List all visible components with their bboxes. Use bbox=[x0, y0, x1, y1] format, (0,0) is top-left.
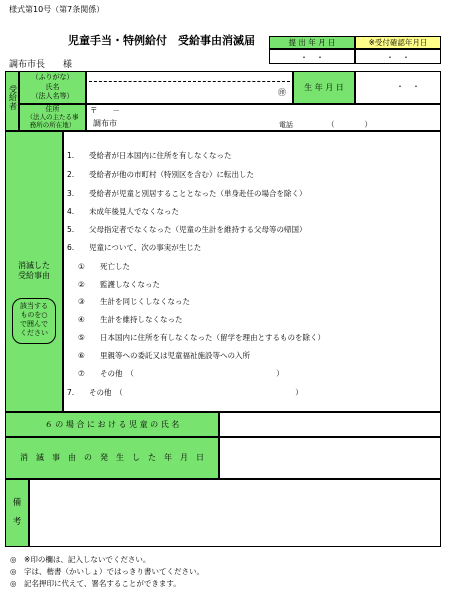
remarks-label-cell: 備考 bbox=[5, 479, 29, 547]
name-label-cell: （ふりがな） 氏名 （法人名等） bbox=[19, 71, 86, 104]
reason-item[interactable]: 6. 児童について、次の事実が生じた bbox=[67, 243, 202, 252]
note-1: ◎ ※印の欄は、記入しないでください。 bbox=[10, 555, 151, 564]
received-confirm-header: ※受付確認年月日 bbox=[355, 36, 441, 49]
reason-item[interactable]: 3. 受給者が児童と別居することとなった（単身赴任の場合を除く） bbox=[67, 189, 307, 198]
sub-reason-item[interactable]: ⑥ 里親等への委託又は児童福祉施設等への入所 bbox=[78, 351, 250, 360]
sub-reason-item[interactable]: ④ 生計を維持しなくなった bbox=[78, 315, 183, 324]
reason-item[interactable]: 2. 受給者が他の市町村（特別区を含む）に転出した bbox=[67, 170, 254, 179]
birth-field[interactable]: ・ ・ bbox=[355, 71, 441, 104]
seal-mark: ㊞ bbox=[278, 88, 286, 97]
occurrence-date-field[interactable] bbox=[219, 437, 441, 479]
addressee: 調布市長 様 bbox=[9, 60, 73, 70]
sub-reason-item[interactable]: ⑦ その他 （ ） bbox=[78, 369, 284, 378]
occurrence-date-label-cell: 消 滅 事 由 の 発 生 し た 年 月 日 bbox=[5, 437, 219, 479]
reason-item[interactable]: 4. 未成年後見人でなくなった bbox=[67, 207, 179, 216]
phone-label: 電話 bbox=[279, 121, 293, 129]
city-name: 調布市 bbox=[93, 119, 117, 128]
submission-date-header: 提 出 年 月 日 bbox=[269, 36, 355, 49]
phone-paren: （ ） bbox=[327, 120, 372, 129]
child-name-label-cell: ６ の 場 合 に お け る 児 童 の 氏 名 bbox=[5, 412, 219, 437]
note-2: ◎ 字は、楷書（かいしょ）ではっきり書いてください。 bbox=[10, 567, 205, 576]
reasons-side-cell bbox=[5, 131, 63, 412]
sub-reason-item[interactable]: ① 死亡した bbox=[78, 262, 130, 271]
reasons-title-2: 受給事由 bbox=[18, 271, 50, 280]
postal-mark: 〒 － bbox=[90, 106, 120, 115]
address-label-cell: 住所 （法人の主たる事 務所の所在地） bbox=[19, 104, 86, 131]
reason-item[interactable]: 1. 受給者が日本国内に住所を有しなくなった bbox=[67, 151, 232, 160]
recipient-side-label: 受給者 bbox=[5, 71, 19, 131]
received-confirm-field: ・ ・ bbox=[355, 49, 441, 64]
reason-item-other[interactable]: 7. その他 （ ） bbox=[67, 388, 303, 397]
sub-reason-item[interactable]: ③ 生計を同じくしなくなった bbox=[78, 297, 190, 306]
note-3: ◎ 記名押印に代えて、署名することができます。 bbox=[10, 579, 181, 588]
submission-date-field[interactable]: ・ ・ bbox=[269, 49, 355, 64]
sub-reason-item[interactable]: ⑤ 日本国内に住所を有しなくなった（留学を理由とするものを除く） bbox=[78, 333, 325, 342]
reason-item[interactable]: 5. 父母指定者でなくなった（児童の生計を維持する父母等の帰国） bbox=[67, 225, 307, 234]
reasons-title-1: 消滅した bbox=[18, 261, 50, 270]
birth-label-cell: 生 年 月 日 bbox=[293, 71, 355, 104]
child-name-field[interactable] bbox=[219, 412, 441, 437]
name-field[interactable] bbox=[86, 71, 293, 104]
remarks-field[interactable] bbox=[29, 479, 441, 547]
form-title: 児童手当・特例給付 受給事由消滅届 bbox=[68, 34, 255, 47]
form-number: 様式第10号（第7条関係） bbox=[9, 5, 105, 14]
address-field[interactable] bbox=[86, 104, 441, 131]
sub-reason-item[interactable]: ② 監護しなくなった bbox=[78, 280, 160, 289]
instruction-box: 該当する ものを○ で囲んで ください bbox=[12, 298, 56, 344]
furigana-divider bbox=[89, 81, 290, 82]
